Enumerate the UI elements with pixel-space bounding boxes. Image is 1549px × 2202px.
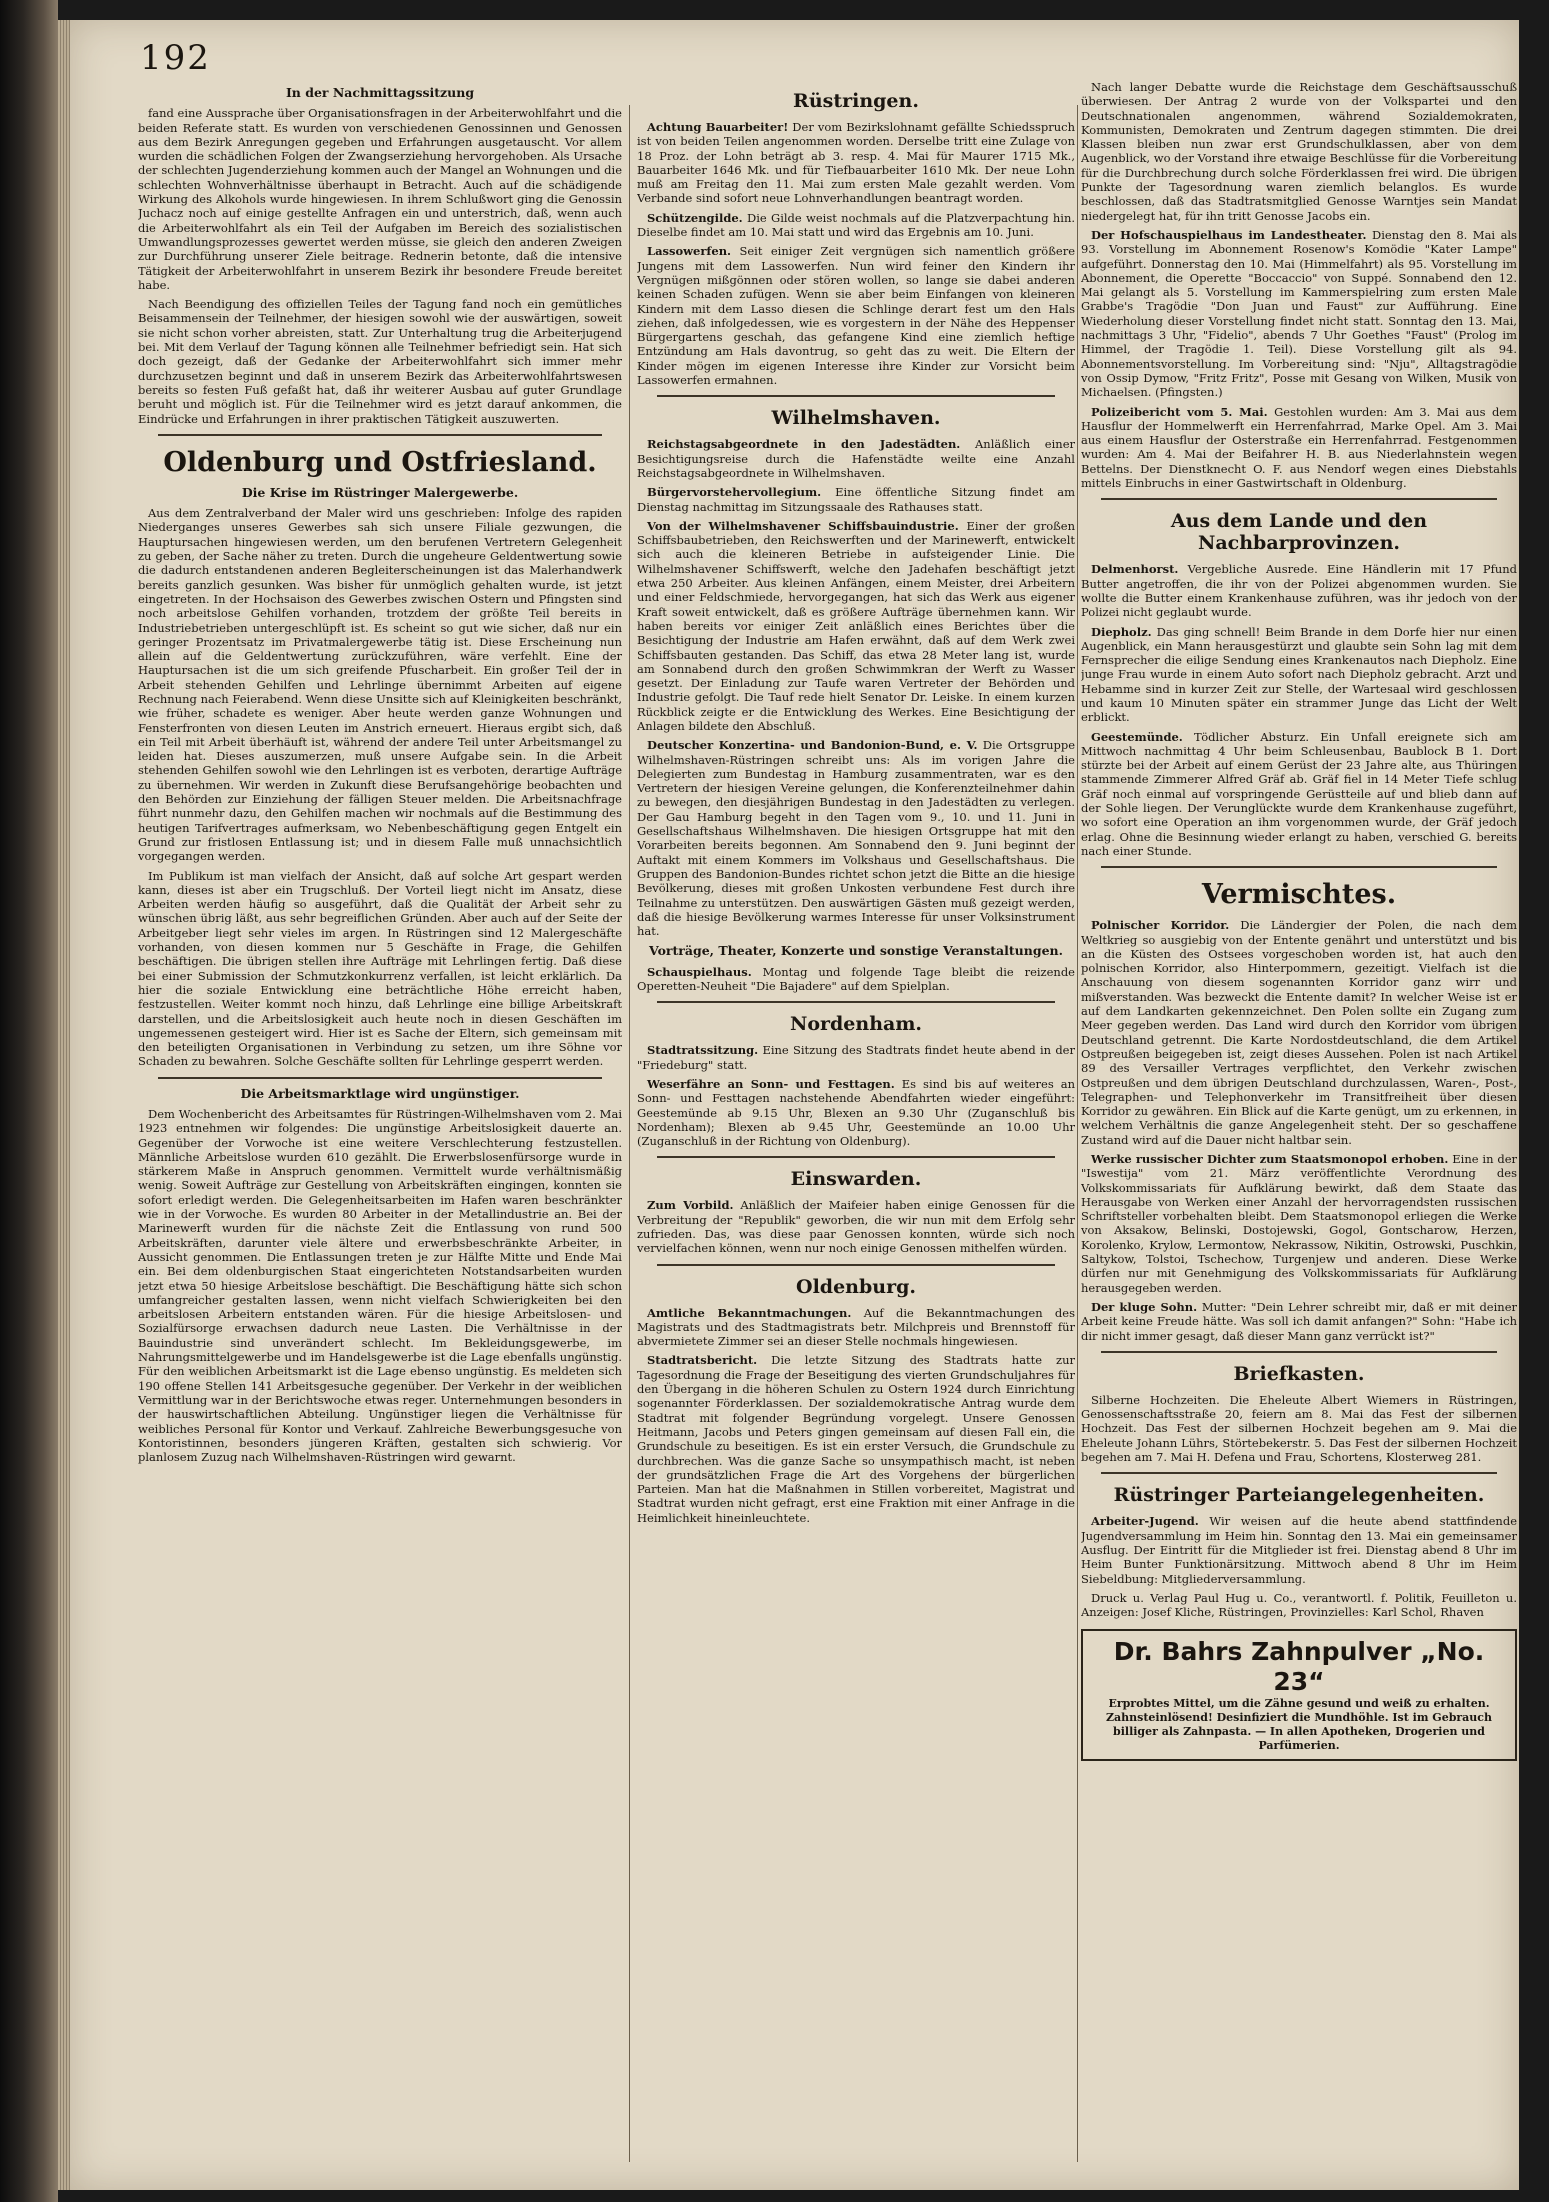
- column-rule: [1077, 105, 1078, 2162]
- article-lead: Reichstagsabgeordnete in den Jadestädten.: [647, 437, 961, 452]
- article-paragraph: Dem Wochenbericht des Arbeitsamtes für Rüstringen-Wilhelmshaven vom 2. Mai 1923 entnehmen wir folgendes: Die ungünstige Arbeitslosigkeit dauerte an. Gegenüber der Vorwoche ist eine weitere Verschlechterung festzustellen. Männliche Arbeitslose wurden 610 gezählt. Die Erwerbslosenfürsorge wurde in stärkerem Maße in Anspruch genommen. Vermittelt wurde verhältnismäßig wenig. Soweit Aufträge zur Gestellung von Arbeitskräften eingingen, konnten sie sofort erledigt werden. Die Gelegenheitsarbeiten im Hafen waren beschränkter wie in der Vorwoche. Es wurden 80 Arbeiter in der Metallindustrie an. Bei der Marinewerft wurden für die nächste Zeit die Entlassung von rund 500 Arbeitskräften, darunter viele ältere und erwerbsbeschränkte Arbeiter, in Aussicht genommen. Die Entlassungen treten je zur Hälfte Mitte und Ende Mai ein. Bei dem oldenburgischen Staat eingerichteten Notstandsarbeiten wurden jetzt etwa 50 hiesige Arbeitslose beschäftigt. Die Beschäftigung hätte sich schon umfangreicher gestalten lassen, wenn nicht vielfach Schwierigkeiten bei den arbeitslosen Arbeitern entstanden wären. Für die hiesige Arbeitslosen- und Sozialfürsorge erwachsen dadurch neue Lasten. Die Verhältnisse in der Bauindustrie sind unverändert schlecht. Im Bekleidungsgewerbe, im Nahrungsmittelgewerbe und im Handelsgewerbe ist die Lage ebenfalls ungünstig. Für den weiblichen Arbeitsmarkt ist die Lage ebenso ungünstig. Es meldeten sich 190 offene Stellen 141 Arbeitsgesuche gegenüber. Der Verkehr in der weiblichen Vermittlung war in der Berichtswoche etwas reger. Unternehmungen besonders in der hauswirtschaftlichen Abteilung. Ungünstiger liegen die Verhältnisse für weibliches Personal für Kontor und Verkauf. Zahlreiche Bewerbungsgesuche von Kontoristinnen, besonders jüngeren Kräften, gestalten sich schwierig. Vor planlosem Zuzug nach Wilhelmshaven-Rüstringen wird gewarnt.: [138, 1107, 622, 1465]
- article-text: Die Ländergier der Polen, die nach dem Weltkrieg so ausgiebig von der Entente genährt und unterstützt und bis an die Küsten des Ostsees vorgeschoben worden ist, hat auch den polnischen Korridor, also Hinterpommern, gezeitigt. Vielfach ist die Anschauung von diesem sogenannten Korridor ganz wirr und mißverstanden. Was bezweckt die Entente damit? In welcher Weise ist er auf dem Landkarten gekennzeichnet. Den Polen sollte ein Zugang zum Meer gegeben werden. Das Land wird durch den Korridor vom übrigen Deutschland getrennt. Die Karte Nordostdeutschland, die dem Artikel Ostpreußen beigegeben ist, zeigt dieses Aussehen. Polen ist nach Artikel 89 des Versailler Vertrages verpflichtet, den Verkehr zwischen Ostpreußen und dem übrigen Deutschland durchzulassen, Waren-, Post-, Telegraphen- und Telephonverkehr im Transitfreiheit über diesen Korridor zu gewähren. Ein Blick auf die Karte genügt, um zu erkennen, in welchem Verhältnis die ganze Angelegenheit steht. Der so geschaffene Zustand wird auf die Dauer nicht haltbar sein.: [1081, 918, 1517, 1147]
- article-paragraph: Nach Beendigung des offiziellen Teiles der Tagung fand noch ein gemütliches Beisammensein der Teilnehmer, der hiesigen sowohl wie der auswärtigen, soweit sie nicht schon vorher abreisten, statt. Zur Unterhaltung trug die Arbeiterjugend bei. Mit dem Verlauf der Tagung können alle Teilnehmer befriedigt sein. Hat sich doch gezeigt, daß der Gedanke der Arbeiterwohlfahrt sich immer mehr durchzusetzen beginnt und daß in unserem Bezirk das Arbeiterwohlfahrtswesen bereits so festen Fuß gefaßt hat, daß ihr weiterer Ausbau auf guter Grundlage beruht und möglich ist. Für die Teilnehmer wird es jetzt darauf ankommen, die Eindrücke und Erfahrungen in ihrer praktischen Tätigkeit auszuwerten.: [138, 297, 622, 426]
- section-title: Einswarden.: [790, 1168, 922, 1191]
- article-paragraph: [637, 519, 1075, 733]
- article-text: Einer der großen Schiffsbaubetrieben, den Reichswerften und der Marinewerft, entwickelt sich auch die kleineren Betriebe in aufsteigender Linie. Die Wilhelmshavener Schiffswerft, welche den Jadehafen beschäftigt jetzt etwa 250 Arbeiter. Aus kleinen Anfängen, einem Meister, drei Arbeitern und einer Feldschmiede, hervorgegangen, hat sich das Werk aus eigener Kraft soweit entwickelt, daß es größere Aufträge übernehmen kann. Wir haben bereits vor einiger Zeit anläßlich eines Berichtes über die Besichtigung der Industrie am Hafen erwähnt, daß auf dem Werk zwei Schiffsbauten gestanden. Das Schiff, das etwa 28 Meter lang ist, wurde am Sonnabend durch den großen Schwimmkran der Werft zu Wasser gesetzt. Der Einladung zur Taufe waren Vertreter der Behörden und Industrie gefolgt. Die Tauf rede hielt Senator Dr. Leiske. In einem kurzen Rückblick zeigte er die Entwicklung des Werkes. Eine Besichtigung der Anlagen bildete den Abschluß.: [637, 518, 1075, 733]
- article-paragraph: Silberne Hochzeiten. Die Eheleute Albert Wiemers in Rüstringen, Genossenschaftsstraße 20, feiern am 8. Mai das Fest der silbernen Hochzeit. Das Fest der silbernen Hochzeit begehen am 9. Mai die Eheleute Johann Lührs, Störtebekerstr. 5. Das Fest der silbernen Hochzeit begehen am 7. Mai H. Defena und Frau, Schortens, Klosterweg 281.: [1081, 1392, 1517, 1465]
- article-text: Gestohlen wurden: Am 3. Mai aus dem Hausflur der Hommelwerft ein Herrenfahrrad, Marke Opel. Am 3. Mai aus einem Hausflur der Osterstraße ein Herrenfahrrad. Festgenommen wurden: Am 4. Mai der Beifahrer H. B. aus Niederlahnstein wegen Bettelns. Der Dienstknecht O. F. aus Nendorf wegen eines Diebstahls mittels Einbruchs in einer Gastwirtschaft in Oldenburg.: [1081, 404, 1517, 491]
- section-title: Rüstringer Parteiangelegenheiten.: [1113, 1484, 1485, 1507]
- article-text: Eine in der "Iswestija" vom 21. März veröffentlichte Verordnung des Volkskommissariats für Aufklärung bewirkt, daß dem Staate das Herausgabe von Werken einer Anzahl der hervorragendsten russischen Schriftsteller vorbehalten bleibt. Dem Staatsmonopol erliegen die Werke von Aksakow, Belinski, Dostojewski, Gogol, Gontscharow, Herzen, Korolenko, Krylow, Lermontow, Nekrassow, Nikitin, Ostrowski, Puschkin, Saltykow, Tolstoi, Tschechow, Turgenjew und anderen. Diese Werke dürfen nur mit Genehmigung des Volkskommissariats für Aufklärung herausgegeben werden.: [1081, 1152, 1517, 1295]
- divider: [1101, 1472, 1497, 1474]
- section-title: Oldenburg.: [796, 1275, 916, 1298]
- column-3: [1081, 80, 1517, 2172]
- article-lead: Amtliche Bekanntmachungen.: [647, 1305, 852, 1320]
- article-lead: Schützengilde.: [647, 210, 743, 225]
- article-lead: Geestemünde.: [1091, 729, 1183, 744]
- article-lead: Stadtratssitzung.: [647, 1043, 759, 1058]
- article-paragraph: [1081, 1152, 1517, 1295]
- section-title: Wilhelmshaven.: [771, 407, 941, 430]
- article-text: Die Ortsgruppe Wilhelmshaven-Rüstringen schreibt uns: Als im vorigen Jahre die Delegierten zum Bundestag in Hamburg zusammentraten, war es den Vertretern der hiesigen Vereine gelungen, die Konferenzteilnehmer dahin zu bewegen, den diesjährigen Bundestag in den Jadestädten zu verlegen. Der Gau Hamburg begeht in den Tagen vom 9., 10. und 11. Juni in Gesellschaftshaus Wilhelmshaven. Die hiesigen Ortsgruppe hat mit den Vorarbeiten bereits begonnen. Am Sonnabend den 9. Juni beginnt der Auftakt mit einem Kommers im Volkshaus und Gesellschaftshaus. Die Gruppen des Bandonion-Bundes richtet schon jetzt die Bitte an die hiesige Bevölkerung, dieses mit großen Unkosten verbundene Fest durch ihre Teilnahme zu unterstützen. Den auswärtigen Gästen muß gezeigt werden, daß die hiesige Bevölkerung warmes Interesse für unser Volksinstrument hat.: [637, 738, 1075, 939]
- article-lead: Delmenhorst.: [1091, 562, 1179, 577]
- article-lead: Arbeiter-Jugend.: [1091, 1514, 1199, 1529]
- advertisement: [1081, 1629, 1517, 1761]
- book-spine: [0, 0, 58, 2202]
- article-paragraph: Im Publikum ist man vielfach der Ansicht, daß auf solche Art gespart werden kann, dieses ist aber ein Trugschluß. Der Vorteil liegt nicht im Ansatz, diese Arbeiten werden häufig so ausgeführt, daß die Qualität der Arbeit sehr zu wünschen übrig läßt, aus sehr begreiflichen Gründen. Aber auch auf der Seite der Arbeitgeber liegt sehr vieles im argen. In Rüstringen sind 12 Malergeschäfte vorhanden, von diesen kommen nur 5 Geschäfte in Frage, die Gehilfen beschäftigen. Die übrigen stellen ihre Aufträge mit Lehrlingen fertig. Daß diese bei einer Submission der Schmutzkonkurrenz verfallen, ist leicht erklärlich. Da hier die soziale Entwicklung eine beträchtliche Höhe erreicht haben, festzustellen. Weiter kommt noch hinzu, daß Lehrlinge eine billige Arbeitskraft darstellen, und die Arbeitslosigkeit auch heute noch in diesen Geschäften im ungemessenen gesteigert wird. Hier ist es Sache der Eltern, sich gemeinsam mit den beteiligten Organisationen in Verbindung zu setzen, um ihre Söhne vor Schaden zu bewahren. Solche Geschäfte sollten für Lehrlinge gesperrt werden.: [138, 868, 622, 1069]
- imprint: Druck u. Verlag Paul Hug u. Co., verantwortl. f. Politik, Feuilleton u. Anzeigen: Josef Kliche, Rüstringen, Provinzielles: Karl Schol, Rhaven: [1081, 1590, 1517, 1620]
- divider: [657, 395, 1055, 397]
- article-text: Dienstag den 8. Mai als 93. Vorstellung im Abonnement Rosenow's Komödie "Kater Lampe" aufgeführt. Donnerstag den 10. Mai (Himmelfahrt) als 95. Vorstellung im Abonnement, die Operette "Boccaccio" von Suppé. Sonnabend den 12. Mai gelangt als 5. Vorstellung im Kammerspielring zum ersten Male Grabbe's Tragödie "Don Juan und Faust" zur Aufführung. Eine Wiederholung dieser Vorstellung findet nicht statt. Sonntag den 13. Mai, nachmittags 3 Uhr, "Fidelio", abends 7 Uhr Goethes "Faust" (Prolog im Himmel, der Tragödie 1. Teil). Diese Vorstellung gilt als 94. Abonnementsvorstellung. Im Vorbereitung sind: "Nju", Alltagstragödie von Ossip Dymow, "Fritz Fritz", Posse mit Gesang von Wilken, Musik von Michaelsen. (Pfingsten.): [1081, 227, 1517, 400]
- divider: [158, 434, 602, 436]
- article-paragraph: [1081, 405, 1517, 491]
- article-paragraph: [637, 965, 1075, 994]
- article-paragraph: [637, 738, 1075, 938]
- article-headline: Die Krise im Rüstringer Malergewerbe.: [241, 484, 519, 500]
- article-paragraph: [637, 1077, 1075, 1148]
- divider: [158, 1077, 602, 1079]
- column-2: [637, 80, 1075, 2172]
- article-text: Eine Sitzung des Stadtrats findet heute abend in der "Friedeburg" statt.: [637, 1043, 1075, 1072]
- article-text: Seit einiger Zeit vergnügen sich namentlich größere Jungens mit dem Lassowerfen. Nun wird feiner den Kindern ihr Vergnügen mißgönnen oder stören wollen, so lange sie dabei anderen keinen Schaden zufügen. Wenn sie aber beim Einfangen von kleineren Kindern mit dem Lasso diesen die Schlinge derart fest um den Hals ziehen, daß infolgedessen, wie es vorgestern in der Nähe des Heppenser Bürgergartens geschah, das gefangene Kind eine ziemlich heftige Entzündung am Hals davontrug, so geht das zu weit. Die Eltern der Kinder mögen im eigenen Interesse ihre Kinder zur Vorsicht beim Lassowerfen ermahnen.: [637, 244, 1075, 388]
- section-title: Vermischtes.: [1201, 879, 1397, 911]
- article-lead: Der Hofschauspielhaus im Landestheater.: [1091, 227, 1367, 242]
- article-paragraph: [637, 120, 1075, 206]
- section-title: Nordenham.: [789, 1013, 923, 1036]
- article-text: Die letzte Sitzung des Stadtrats hatte zur Tagesordnung die Frage der Beseitigung des vierten Grundschuljahres für den Übergang in die höheren Schulen zu Ostern 1924 durch Einrichtung sogenannter Förderklassen. Der sozialdemokratische Antrag wurde dem Stadtrat mit folgender Begründung vorgelegt. Unsere Genossen Heitmann, Jacobs und Peters gingen gemeinsam auf diesen Fall ein, die Grundschule zu beseitigen. Es ist ein erster Versuch, die Grundschule zu durchbrechen. Was die ganze Sache so unsympathisch macht, ist neben der grundsätzlichen Frage die Art des Vorgehens der bürgerlichen Parteien. Man hat die Maßnahmen in Stillen vorbereitet, Magistrat und Stadtrat wurden nicht gefragt, erst eine Fraktion mit einer Anfrage in die Heimlichkeit hineinleuchtete.: [637, 1353, 1075, 1525]
- article-paragraph: [637, 244, 1075, 387]
- section-title: Briefkasten.: [1233, 1362, 1365, 1385]
- section-title: Rüstringen.: [793, 90, 919, 112]
- section-heading: In der Nachmittagssitzung: [285, 85, 475, 100]
- article-text: Auf die Bekanntmachungen des Magistrats und des Stadtmagistrats betr. Milchpreis und Brennstoff für abvermietete Zimmer sei an dieser Stelle nochmals hingewiesen.: [637, 1305, 1075, 1349]
- article-paragraph: [1081, 1514, 1517, 1585]
- article-paragraph: [637, 211, 1075, 240]
- article-text: Wir weisen auf die heute abend stattfindende Jugendversammlung im Heim hin. Sonntag den 13. Mai ein gemeinsamer Ausflug. Der Eintritt für die Mitglieder ist frei. Dienstag abend 8 Uhr im Heim Bunter Funktionärsitzung. Mittwoch abend 8 Uhr im Heim Siebeldbung: Mitgliederversammlung.: [1081, 1514, 1517, 1586]
- divider: [657, 1264, 1055, 1266]
- article-paragraph: [637, 485, 1075, 514]
- article-lead: Weserfähre an Sonn- und Festtagen.: [647, 1076, 895, 1091]
- section-title: Aus dem Lande und den Nachbarprovinzen.: [1170, 510, 1428, 555]
- article-paragraph: fand eine Aussprache über Organisationsfragen in der Arbeiterwohlfahrt und die beiden Referate statt. Es wurden von verschiedenen Genossinnen und Genossen aus dem Bezirk Anregungen gegeben und Erfahrungen ausgetauscht. Vor allem wurden die schädlichen Folgen der Zwangserziehung hervorgehoben. Als Ursache der schlechten Jugenderziehung kommen auch der Mangel an Wohnungen und die schlechten Wohnverhältnisse überhaupt in Betracht. Auch auf die schädigende Wirkung des Alkohols wurde hingewiesen. In ihrem Schlußwort ging die Genossin Juchacz noch auf einige gestellte Anfragen ein und unterstrich, daß, wenn auch die Arbeiterwohlfahrt als ein Teil der Aufgaben im Bereich des sozialistischen Umwandlungsprozesses gewertet werden müsse, sie gleich den anderen Zweigen zur Durchführung unserer Ziele beitrage. Rednerin betonte, daß die intensive Tätigkeit der Arbeiterwohlfahrt in unserem Bezirk ihr besondere Freude bereitet habe.: [138, 106, 622, 292]
- article-lead: Zum Vorbild.: [647, 1198, 734, 1213]
- article-lead: Lassowerfen.: [647, 244, 732, 259]
- divider: [1101, 1351, 1497, 1353]
- article-paragraph: [637, 1043, 1075, 1072]
- article-lead: Werke russischer Dichter zum Staatsmonopol erhoben.: [1091, 1152, 1449, 1166]
- article-text: Das ging schnell! Beim Brande in dem Dorfe hier nur einen Augenblick, ein Mann herausgestürzt und glaubte sein Sohn lag mit dem Fernsprecher die eilige Sendung eines Krankenautos nach Diepholz. Eine junge Frau wurde in einem Auto sofort nach Diepholz gebracht. Arzt und Hebamme sind in kurzer Zeit zur Stelle, der Wartesaal wird geschlossen und kaum 10 Minuten später ein strammer Junge das Licht der Welt erblickt.: [1081, 624, 1517, 725]
- region-title: Oldenburg und Ostfriesland.: [163, 446, 597, 478]
- article-text: Anläßlich der Maifeier haben einige Genossen für die Verbreitung der "Republik" geworben, die wir nun mit dem Erfolg sehr zufrieden. Das, was diese paar Genossen konnten, würde sich noch vervielfachen können, wenn nur noch einige Genossen mithelfen würden.: [637, 1198, 1075, 1256]
- article-text: Die Gilde weist nochmals auf die Platzverpachtung hin. Dieselbe findet am 10. Mai statt und wird das Ergebnis am 10. Juni.: [637, 210, 1075, 240]
- column-rule: [629, 105, 630, 2162]
- article-lead: Deutscher Konzertina- und Bandonion-Bund, e. V.: [647, 738, 978, 753]
- article-lead: Der kluge Sohn.: [1091, 1299, 1198, 1314]
- page-edges: [58, 20, 70, 2190]
- article-text: Es sind bis auf weiteres an Sonn- und Festtagen nachstehende Abendfahrten wieder eingeführt: Geestemünde ab 9.15 Uhr, Blexen an 9.30 Uhr (Zuganschluß bis Nordenham); Blexen ab 9.45 Uhr, Geestemünde an 10.00 Uhr (Zuganschluß in der Richtung von Oldenburg).: [637, 1076, 1075, 1149]
- article-lead: Polizeibericht vom 5. Mai.: [1091, 404, 1268, 419]
- article-paragraph: [1081, 1300, 1517, 1343]
- article-lead: Diepholz.: [1091, 624, 1152, 639]
- article-text: Tödlicher Absturz. Ein Unfall ereignete sich am Mittwoch nachmittag 4 Uhr beim Schleusenbau, Baublock B 1. Dort stürzte bei der Arbeit auf einem Gerüst der 23 Jahre alte, aus Thüringen stammende Zimmerer Alfred Gräf ab. Gräf fiel in 14 Meter Tiefe schlug Gräf noch einmal auf vorspringende Gerüstteile auf und blieb dann auf der Sohle liegen. Der Verunglückte wurde dem Krankenhause zugeführt, wo sofort eine Operation an ihm vorgenommen wurde, der Gräf jedoch erlag. Ohne die Besinnung wieder erlangt zu haben, verschied G. bereits nach einer Stunde.: [1081, 729, 1517, 858]
- article-paragraph: [637, 1198, 1075, 1255]
- article-text: Mutter: "Dein Lehrer schreibt mir, daß er mit deiner Arbeit keine Freude hätte. Was soll ich damit anfangen?" Sohn: "Habe ich dir nicht immer gesagt, daß dieser Mann ganz verrückt ist?": [1081, 1299, 1517, 1343]
- article-text: Anläßlich einer Besichtigungsreise durch die Hafenstädte weilte eine Anzahl Reichstagsabgeordnete in Wilhelmshaven.: [637, 437, 1075, 480]
- article-lead: Stadtratsbericht.: [647, 1353, 758, 1368]
- ad-text: Erprobtes Mittel, um die Zähne gesund und weiß zu erhalten. Zahnsteinlösend! Desinfiziert die Mundhöhle. Ist im Gebrauch billiger als Zahnpasta. — In allen Apotheken, Drogerien und Parfümerien.: [1105, 1697, 1492, 1753]
- article-lead: Bürgervorstehervollegium.: [647, 485, 822, 500]
- article-headline: Vorträge, Theater, Konzerte und sonstige Veranstaltungen.: [649, 943, 1063, 959]
- article-paragraph: [637, 1306, 1075, 1349]
- divider: [657, 1001, 1055, 1003]
- divider: [1101, 498, 1497, 500]
- article-text: Der vom Bezirkslohnamt gefällte Schiedsspruch ist von beiden Teilen angenommen worden. Derselbe tritt eine Zulage von 18 Proz. der Lohn beträgt ab 3. resp. 4. Mai für Maurer 1715 Mk., Bauarbeiter 1646 Mk. und für Tiefbauarbeiter 1610 Mk. Der neue Lohn muß am Freitag den 11. Mai zum ersten Male gezahlt werden. Vom Verbande sind sofort neue Lohnverhandlungen beantragt worden.: [637, 120, 1075, 206]
- article-text: Eine öffentliche Sitzung findet am Dienstag nachmittag im Sitzungssaale des Rathauses statt.: [637, 485, 1075, 514]
- ad-title: Dr. Bahrs Zahnpulver „No. 23“: [1113, 1637, 1485, 1697]
- article-lead: Schauspielhaus.: [647, 964, 752, 979]
- article-text: Montag und folgende Tage bleibt die reizende Operetten-Neuheit "Die Bajadere" auf dem Spielplan.: [637, 964, 1075, 994]
- article-paragraph: [1081, 562, 1517, 619]
- article-paragraph: [1081, 730, 1517, 859]
- divider: [1101, 866, 1497, 868]
- column-1: [138, 80, 622, 2172]
- article-lead: Polnischer Korridor.: [1091, 918, 1230, 933]
- article-headline: Die Arbeitsmarktlage wird ungünstiger.: [240, 1085, 520, 1101]
- article-lead: Von der Wilhelmshavener Schiffsbauindustrie.: [647, 518, 959, 533]
- article-paragraph: Nach langer Debatte wurde die Reichstage dem Geschäftsausschuß überwiesen. Der Antrag 2 wurde von der Volkspartei und den Deutschnationalen angenommen, während Sozialdemokraten, Kommunisten, Demokraten und Zentrum dagegen stimmten. Die drei Klassen bleiben nun zwar erst Grundschulklassen, aber von dem Augenblick, wo der Vorstand ihre etwaige Beschlüsse für die Vorbereitung für die Durchbrechung durch solche Förderklassen frei wird. Die übrigen Punkte der Tagesordnung waren ziemlich belanglos. Es wurde beschlossen, daß das Stadtratsmitglied Genosse Warntjes sein Mandat niedergelegt hat, für ihn tritt Genosse Jacobs ein.: [1081, 80, 1517, 223]
- article-lead: Achtung Bauarbeiter!: [647, 120, 789, 134]
- article-text: Vergebliche Ausrede. Eine Händlerin mit 17 Pfund Butter angetroffen, die ihr von der Polizei abgenommen wurden. Sie wollte die Butter einem Krankenhause zuführen, was ihr jedoch von der Polizei nicht geglaubt wurde.: [1081, 562, 1517, 620]
- article-paragraph: Aus dem Zentralverband der Maler wird uns geschrieben: Infolge des rapiden Niederganges unseres Gewerbes sah sich unsere Filiale gezwungen, die Hauptursachen hingewiesen werden, um den berufenen Vertretern Gelegenheit zu geben, der Sache näher zu treten. Durch die ungeheure Geldentwertung sowie die dadurch entstandenen anderen Begleiterscheinungen ist das Malerhandwerk bereits ganzlich gesunken. Was bisher für unmöglich gehalten wurde, ist jetzt eingetreten. In der Hochsaison des Gewerbes zwischen Ostern und Pfingsten sind noch arbeitslose Gehilfen vorhanden, trotzdem der größte Teil bereits in Industriebetrieben untergeschlüpft ist. Es scheint so gut wie sicher, daß nur ein geringer Prozentsatz im Privatmalergewerbe tätig ist. Diese Erscheinung nun allein auf die Geldentwertung zurückzuführen, wäre verfehlt. Eine der Hauptursachen ist die um sich greifende Pfuscharbeit. Ein großer Teil der in Arbeit stehenden Gehilfen und Lehrlinge übernimmt Arbeiten auf eigene Rechnung nach Feierabend. Wenn diese Unsitte sich auf Kleinigkeiten beschränkt, wie früher, schadete es weniger. Aber heute werden ganze Wohnungen und Fensterfronten von diesen Leuten im Anstrich erneuert. Hieraus ergibt sich, daß ein Teil mit Arbeit überhäuft ist, während der andere Teil unter Arbeitsmangel zu leiden hat. Dieses auszumerzen, muß unsere Aufgabe sein. In die Arbeit stehenden Gehilfen sowohl wie den Lehrlingen ist es verboten, derartige Aufträge zu übernehmen. Wir werden in Zukunft diese Berufsangehörige beobachten und den Behörden zur Einziehung der fälligen Steuer melden. Die Arbeitsnachfrage führt nunmehr dazu, den Gehilfen machen wir nochmals auf die Bestimmung des heutigen Tarifvertrages aufmerksam, wo Nebenbeschäftigung gegen Entgelt ein Grund zur fristlosen Entlassung ist; und in diesem Falle muß unnachsichtlich vorgegangen werden.: [138, 506, 622, 864]
- page-number: 192: [140, 38, 211, 78]
- article-paragraph: [1081, 625, 1517, 725]
- article-paragraph: [637, 437, 1075, 480]
- article-paragraph: [1081, 918, 1517, 1147]
- divider: [657, 1156, 1055, 1158]
- article-paragraph: [1081, 228, 1517, 400]
- article-paragraph: [637, 1353, 1075, 1525]
